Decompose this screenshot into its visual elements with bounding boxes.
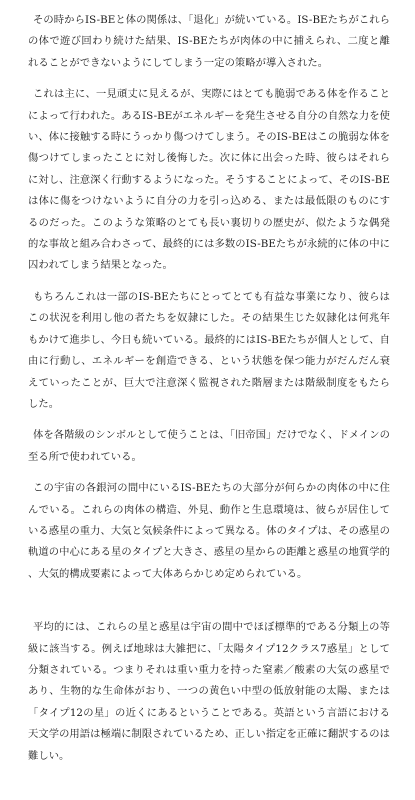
paragraph-1: その時からIS-BEと体の関係は、「退化」が続いている。IS-BEたちがこれらの体で遊び回わり続けた結果、IS-BEたちが肉体の中に捕えられ、二度と離れることができないようにしてしまう一定の策略が導入された。	[28, 14, 390, 69]
paragraph-gap	[28, 74, 390, 84]
paragraph-5: この宇宙の各銀河の間中にいるIS-BEたちの大部分が何らかの肉体の中に住んでいる。これらの肉体の構造、外見、動作と生息環境は、彼らが居住している惑星の重力、大気と気候条件によって異なる。体のタイプは、その惑星の軌道の中心にある星のタイプと大きさ、惑星の星からの距離と惑星の地質学的、大気的構成要素によって大体あらかじめ定められている。	[28, 482, 390, 580]
paragraph-gap	[28, 277, 390, 287]
paragraph-6: 平均的には、これらの星と惑星は宇宙の間中でほぼ標準的である分類上の等級に該当する。例えば地球は大雑把に、「太陽タイプ12クラス7惑星」として分類されている。つまりそれは重い重力を持った窒素／酸素の大気の惑星であり、生物的な生命体がおり、一つの黄色い中型の低放射能の太陽、または「タイプ12の星」の近くにあるということである。英語という言語における天文学の用語は極端に制限されているため、正しい指定を正確に翻訳するのは難しい。	[28, 621, 390, 762]
paragraph-4: 体を各階級のシンボルとして使うことは、「旧帝国」だけでなく、ドメインの至る所で使われている。	[28, 429, 390, 463]
paragraph-gap	[28, 415, 390, 425]
paragraph-3: もちろんこれは一部のIS-BEたちにとってとても有益な事業になり、彼らはこの状況を利用し他の者たちを奴隷にした。その結果生じた奴隷化は何兆年もかけて進歩し、今日も続いている。最終的にはIS-BEたちが個人として、自由に行動し、エネルギーを創造できる、という状態を保つ能力がだんだん衰えていったことが、巨大で注意深く監視された階層または階級制度をもたらした。	[28, 290, 390, 410]
document-body	[28, 10, 390, 767]
section-gap	[28, 585, 390, 617]
paragraph-2: これは主に、一見頑丈に見えるが、実際にはとても脆弱である体を作ることによって行われた。あるIS-BEがエネルギーを発生させる自分の自然な力を使い、体に接触する時にうっかり傷つけてしまう。そのIS-BEはこの脆弱な体を傷つけてしまったことに対し後悔した。次に体に出会った時、彼らはそれらに対し、注意深く行動するようになった。そうすることによって、そのIS-BEは体に傷をつけないように自分の力を引っ込める、または最低限のものにするのだった。このような策略のとても長い裏切りの歴史が、似たような偶発的な事故と組み合わさって、最終的には多数のIS-BEたちが永続的に体の中に囚われてしまう結果となった。	[28, 88, 390, 272]
paragraph-gap	[28, 468, 390, 478]
